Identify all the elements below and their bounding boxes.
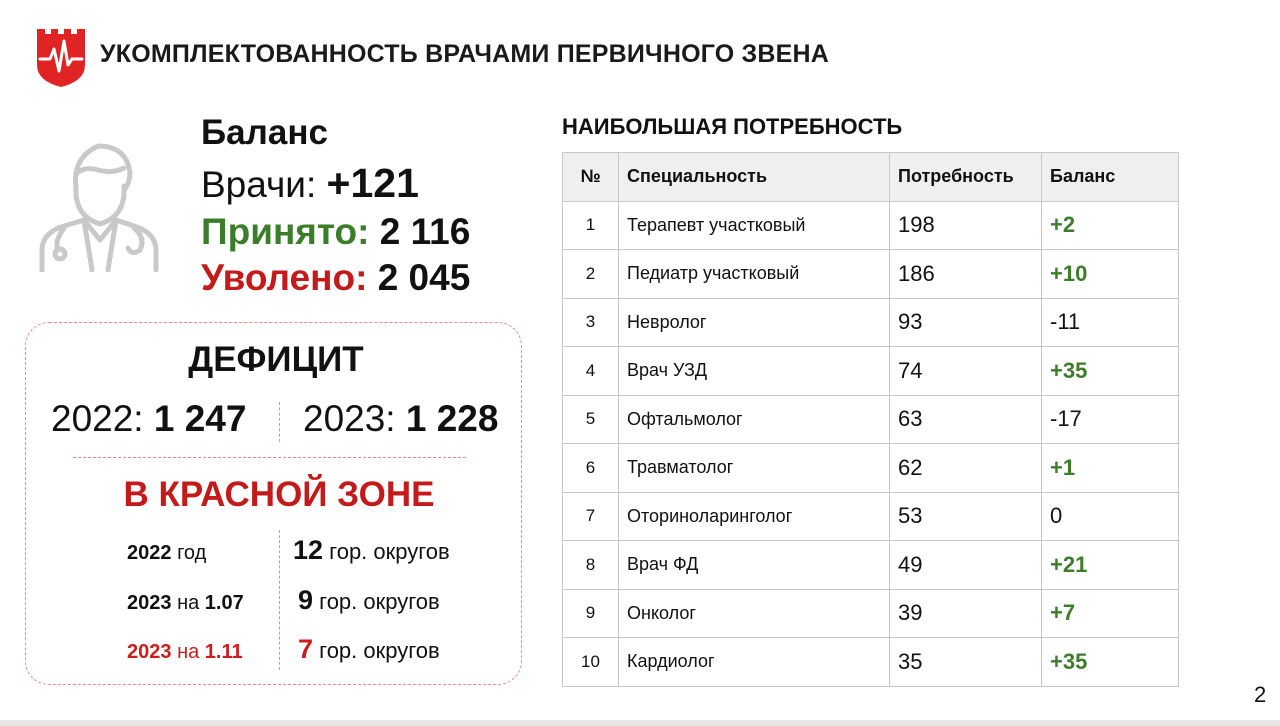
bottom-strip — [0, 720, 1280, 726]
header-balance: Баланс — [1042, 153, 1179, 202]
cell-number: 6 — [563, 444, 619, 493]
cell-balance: +2 — [1042, 201, 1179, 250]
fired-line — [201, 257, 470, 299]
hired-value: 2 116 — [379, 211, 471, 252]
cell-balance: +35 — [1042, 638, 1179, 687]
cell-number: 4 — [563, 347, 619, 396]
table-row — [563, 395, 1179, 444]
table-title: НАИБОЛЬШАЯ ПОТРЕБНОСТЬ — [562, 114, 903, 139]
red-zone-year: 2023 — [127, 592, 172, 614]
table-header-row — [563, 153, 1179, 202]
table-row — [563, 347, 1179, 396]
cell-number: 1 — [563, 201, 619, 250]
cell-number: 10 — [563, 638, 619, 687]
red-zone-period-prefix: на — [177, 641, 200, 663]
doctors-balance-line — [201, 160, 419, 207]
cell-number: 7 — [563, 492, 619, 541]
cell-number: 8 — [563, 541, 619, 590]
header-number: № — [563, 153, 619, 202]
cell-balance: +10 — [1042, 250, 1179, 299]
doctors-label: Врачи: — [201, 164, 317, 205]
cell-number: 5 — [563, 395, 619, 444]
deficit-2023-value: 1 228 — [405, 398, 499, 439]
header-need: Потребность — [890, 153, 1042, 202]
balance-title: Баланс — [201, 113, 328, 152]
red-zone-row-label — [127, 592, 244, 615]
cell-specialty: Оториноларинголог — [619, 492, 890, 541]
doctor-icon — [36, 138, 162, 272]
cell-specialty: Невролог — [619, 298, 890, 347]
cell-number: 2 — [563, 250, 619, 299]
cell-need: 35 — [890, 638, 1042, 687]
fired-label: Уволено: — [201, 257, 368, 298]
cell-balance: +7 — [1042, 589, 1179, 638]
deficit-divider-vertical — [279, 402, 280, 442]
cell-balance: +35 — [1042, 347, 1179, 396]
red-zone-divider — [279, 530, 280, 670]
cell-need: 53 — [890, 492, 1042, 541]
red-zone-row-value — [298, 585, 440, 616]
table-row — [563, 444, 1179, 493]
cell-number: 3 — [563, 298, 619, 347]
cell-specialty: Терапевт участковый — [619, 201, 890, 250]
table-row — [563, 589, 1179, 638]
red-zone-period: на 1.07 — [177, 592, 244, 614]
cell-need: 63 — [890, 395, 1042, 444]
red-zone-row-value — [293, 535, 450, 566]
cell-specialty: Педиатр участковый — [619, 250, 890, 299]
cell-specialty: Офтальмолог — [619, 395, 890, 444]
cell-balance: +1 — [1042, 444, 1179, 493]
table-row — [563, 492, 1179, 541]
cell-need: 93 — [890, 298, 1042, 347]
red-zone-unit: гор. округов — [319, 638, 440, 663]
red-zone-count: 12 — [293, 535, 324, 565]
cell-balance: -11 — [1042, 298, 1179, 347]
cell-specialty: Травматолог — [619, 444, 890, 493]
cell-balance: -17 — [1042, 395, 1179, 444]
deficit-2023-label: 2023: — [303, 398, 396, 439]
table-row — [563, 541, 1179, 590]
needs-table — [562, 152, 1179, 687]
deficit-divider-horizontal — [73, 457, 466, 458]
cell-specialty: Врач ФД — [619, 541, 890, 590]
deficit-2022-label: 2022: — [51, 398, 144, 439]
table-row — [563, 298, 1179, 347]
red-zone-row-label — [127, 542, 206, 565]
cell-need: 198 — [890, 201, 1042, 250]
cell-balance: 0 — [1042, 492, 1179, 541]
cell-need: 186 — [890, 250, 1042, 299]
heraldic-shield-heartbeat-icon — [34, 25, 88, 89]
header-specialty: Специальность — [619, 153, 890, 202]
deficit-2022 — [51, 398, 246, 440]
cell-specialty: Кардиолог — [619, 638, 890, 687]
cell-need: 49 — [890, 541, 1042, 590]
table-row — [563, 250, 1179, 299]
hired-line — [201, 211, 470, 253]
red-zone-row-label — [127, 641, 243, 664]
deficit-2022-value: 1 247 — [153, 398, 247, 439]
red-zone-year: 2022 — [127, 542, 172, 564]
page-number: 2 — [1254, 682, 1267, 707]
red-zone-year: 2023 — [127, 641, 172, 663]
red-zone-unit: гор. округов — [319, 589, 440, 614]
slide-title: УКОМПЛЕКТОВАННОСТЬ ВРАЧАМИ ПЕРВИЧНОГО ЗВЕНА — [100, 40, 830, 68]
red-zone-period: на 1.11 — [177, 641, 243, 663]
deficit-2023 — [303, 398, 498, 440]
doctors-value: +121 — [326, 160, 419, 206]
deficit-title: ДЕФИЦИТ — [188, 340, 364, 379]
cell-specialty: Онколог — [619, 589, 890, 638]
cell-need: 74 — [890, 347, 1042, 396]
table-row — [563, 638, 1179, 687]
cell-balance: +21 — [1042, 541, 1179, 590]
red-zone-count: 9 — [298, 585, 314, 615]
fired-value: 2 045 — [377, 257, 471, 298]
red-zone-unit: гор. округов — [329, 539, 450, 564]
red-zone-period: год — [177, 542, 207, 564]
red-zone-title: В КРАСНОЙ ЗОНЕ — [123, 475, 435, 514]
cell-need: 62 — [890, 444, 1042, 493]
red-zone-row-value — [298, 634, 440, 665]
hired-label: Принято: — [201, 211, 370, 252]
table-row — [563, 201, 1179, 250]
cell-specialty: Врач УЗД — [619, 347, 890, 396]
red-zone-count: 7 — [298, 634, 314, 664]
cell-need: 39 — [890, 589, 1042, 638]
cell-number: 9 — [563, 589, 619, 638]
red-zone-period-prefix: на — [177, 592, 200, 614]
